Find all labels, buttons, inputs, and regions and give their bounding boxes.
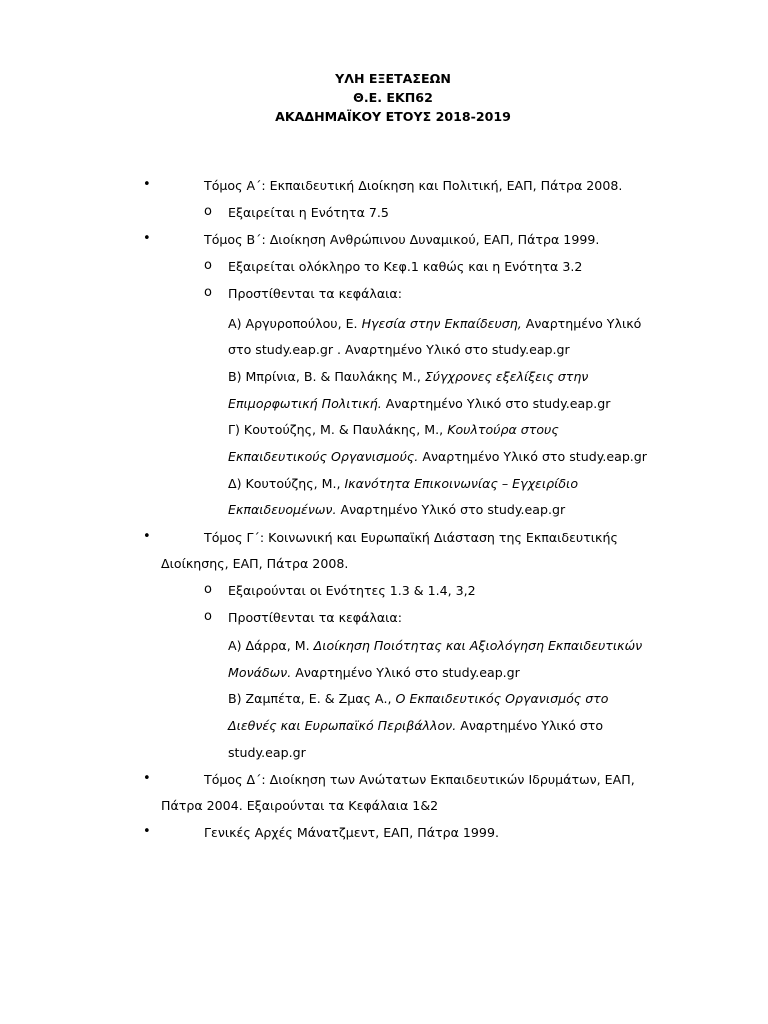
sub-bullet-icon: o [204,204,212,219]
volume-b-exclusion: Εξαιρείται ολόκληρο το Κεφ.1 καθώς και η Ενότητα 3.2 [228,259,583,274]
course-code: Θ.Ε. ΕΚΠ62 [353,90,433,105]
sub-bullet-icon: o [204,582,212,597]
document-header [0,69,768,126]
document-title: ΥΛΗ ΕΞΕΤΑΣΕΩΝ [335,71,451,86]
volume-b-ref-c: Γ) Κουτούζης, Μ. & Παυλάκης, Μ., Κουλτούρα στους [228,422,559,437]
general-management-title: Γενικές Αρχές Μάνατζμεντ, ΕΑΠ, Πάτρα 1999. [204,825,499,840]
volume-b-ref-a: Α) Αργυροπούλου, Ε. Ηγεσία στην Εκπαίδευση, Αναρτημένο Υλικό [228,316,642,331]
bullet-icon: • [143,824,151,839]
bullet-icon: • [143,177,151,192]
volume-c-ref-b-cont: Διεθνές και Ευρωπαϊκό Περιβάλλον. Αναρτημένο Υλικό στο [228,718,604,733]
sub-bullet-icon: o [204,609,212,624]
bullet-icon: • [143,231,151,246]
volume-c-ref-a: Α) Δάρρα, Μ. Διοίκηση Ποιότητας και Αξιολόγηση Εκπαιδευτικών [228,638,643,653]
sub-bullet-icon: o [204,285,212,300]
sub-bullet-icon: o [204,258,212,273]
volume-b-ref-c-cont: Εκπαιδευτικούς Οργανισμούς. Αναρτημένο Υλικό στο study.eap.gr [228,449,647,464]
volume-c-exclusion: Εξαιρούνται οι Ενότητες 1.3 & 1.4, 3,2 [228,583,476,598]
volume-a-exclusion: Εξαιρείται η Ενότητα 7.5 [228,205,389,220]
volume-b-ref-b-cont: Επιμορφωτική Πολιτική. Αναρτημένο Υλικό στο study.eap.gr [228,396,611,411]
volume-c-additions-label: Προστίθενται τα κεφάλαια: [228,610,402,625]
volume-b-ref-b: Β) Μπρίνια, Β. & Παυλάκης Μ., Σύγχρονες εξελίξεις στην [228,369,589,384]
volume-a-title: Τόμος Α΄: Εκπαιδευτική Διοίκηση και Πολιτική, ΕΑΠ, Πάτρα 2008. [204,178,623,193]
volume-d-title-cont: Πάτρα 2004. Εξαιρούνται τα Κεφάλαια 1&2 [161,798,439,813]
volume-c-title: Τόμος Γ΄: Κοινωνική και Ευρωπαϊκή Διάσταση της Εκπαιδευτικής [204,530,618,545]
volume-b-ref-d: Δ) Κουτούζης, Μ., Ικανότητα Επικοινωνίας – Εγχειρίδιο [228,476,579,491]
academic-year: ΑΚΑΔΗΜΑΪΚΟΥ ΕΤΟΥΣ 2018-2019 [275,109,511,124]
volume-c-ref-b-cont2: study.eap.gr [228,745,306,760]
volume-c-ref-b: Β) Ζαμπέτα, Ε. & Ζμας Α., Ο Εκπαιδευτικός Οργανισμός στο [228,691,609,706]
volume-c-title-cont: Διοίκησης, ΕΑΠ, Πάτρα 2008. [161,556,349,571]
bullet-icon: • [143,529,151,544]
volume-d-title: Τόμος Δ΄: Διοίκηση των Ανώτατων Εκπαιδευτικών Ιδρυμάτων, ΕΑΠ, [204,772,635,787]
volume-c-ref-a-cont: Μονάδων. Αναρτημένο Υλικό στο study.eap.gr [228,665,520,680]
volume-b-additions-label: Προστίθενται τα κεφάλαια: [228,286,402,301]
volume-b-ref-d-cont: Εκπαιδευομένων. Αναρτημένο Υλικό στο study.eap.gr [228,502,566,517]
volume-b-ref-a-cont: στο study.eap.gr . Αναρτημένο Υλικό στο study.eap.gr [228,342,570,357]
bullet-icon: • [143,771,151,786]
volume-b-title: Τόμος Β΄: Διοίκηση Ανθρώπινου Δυναμικού, ΕΑΠ, Πάτρα 1999. [204,232,600,247]
